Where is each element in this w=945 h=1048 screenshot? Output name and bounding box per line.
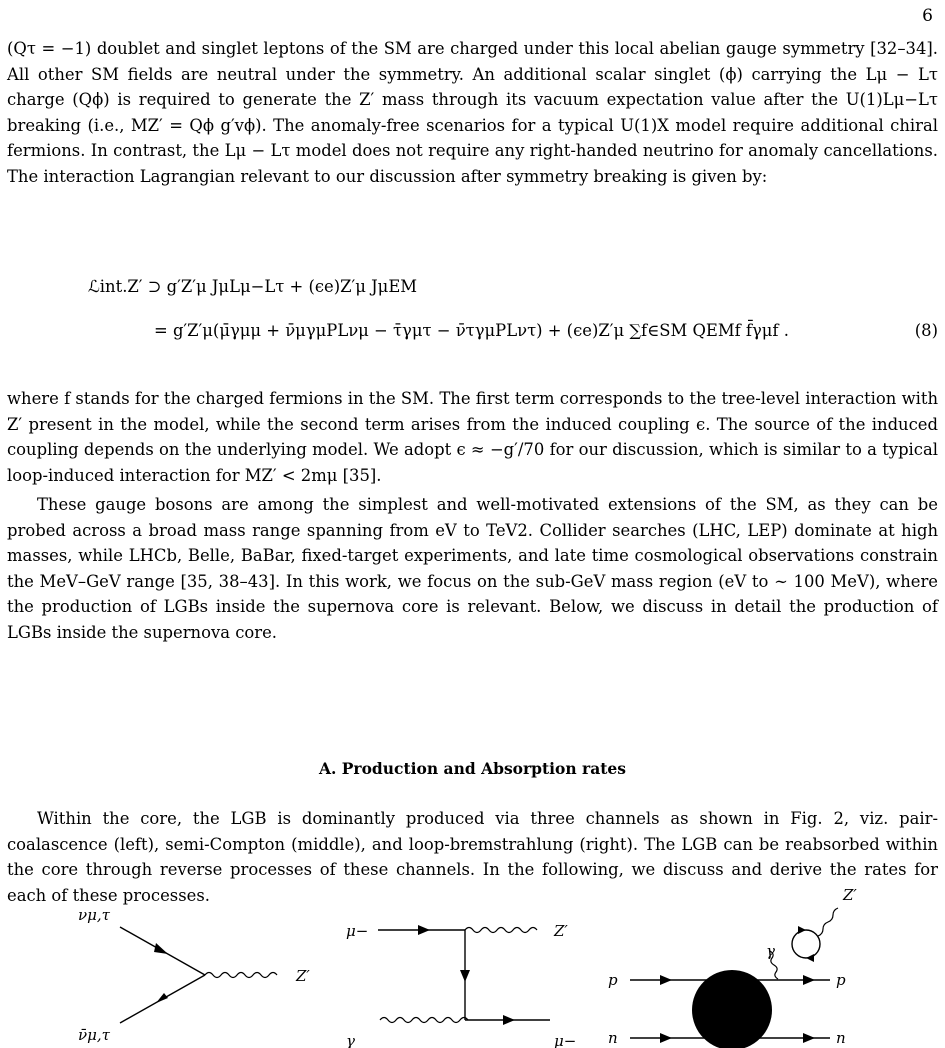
label-muon-out: μ− xyxy=(554,1032,577,1048)
label-neutron-in: n xyxy=(608,1029,618,1047)
label-proton-in: p xyxy=(608,971,618,989)
paragraph-where: where f stands for the charged fermions in the SM. The first term corresponds to the tree-level interaction with Z′ present in the model, while the second term arises from the induced coupling ϵ. The source of the induced coupling depends on the underlying model. We adopt ϵ ≈ −g′/70 for our discussion, which is similar to a typical loop-induced interaction for MZ′ < 2mμ [35]. xyxy=(7,389,938,485)
paragraph-gauge-bosons: These gauge bosons are among the simplest and well-motivated extensions of the SM, as they can be probed across a broad mass range spanning from eV to TeV2. Collider searches (LHC, LEP) dominate at high masses, while LHCb, Belle, BaBar, fixed-target experiments, and late time cosmological observations constrain the MeV–GeV range [35, 38–43]. In this work, we focus on the sub-GeV mass region (eV to ∼ 100 MeV), where the production of LGBs inside the supernova core is relevant. Below, we discuss in detail the production of LGBs inside the supernova core. xyxy=(7,495,938,642)
equation-number: (8) xyxy=(914,321,938,340)
diagram-semi-compton xyxy=(340,880,590,1048)
diagram-loop-bremsstrahlung xyxy=(600,860,940,1048)
paragraph-production: Within the core, the LGB is dominantly produced via three channels as shown in Fig. 2, viz. pair-coalascence (left), semi-Compton (middle), and loop-bremstrahlung (right). The LGB can be reabsorbed within the core through reverse processes of these channels. In the following, we discuss and derive the rates for each of these processes. xyxy=(7,809,938,905)
page-number: 6 xyxy=(922,6,933,26)
section-heading: A. Production and Absorption rates xyxy=(318,759,627,778)
label-neutrino: νμ,τ xyxy=(78,906,110,924)
label-antineutrino: ν̄μ,τ xyxy=(78,1026,110,1044)
label-zprime: Z′ xyxy=(296,967,310,985)
label-neutron-out: n xyxy=(836,1029,846,1047)
label-muon-in: μ− xyxy=(346,922,369,940)
paragraph-intro: (Qτ = −1) doublet and singlet leptons of the SM are charged under this local abelian gauge symmetry [32–34]. All other SM fields are neutral under the symmetry. An additional scalar singlet (ϕ) carrying the Lμ − Lτ charge (Qϕ) is required to generate the Z′ mass through its vacuum expectation value after the U(1)Lμ−Lτ breaking (i.e., MZ′ = Qϕ g′vϕ). The anomaly-free scenarios for a typical U(1)X model require additional chiral fermions. In contrast, the Lμ − Lτ model does not require any right-handed neutrino for anomaly cancellations. The interaction Lagrangian relevant to our discussion after symmetry breaking is given by: xyxy=(7,39,938,186)
equation-line-1: ℒint.Z′ ⊃ g′Z′μ JμLμ−Lτ + (ϵe)Z′μ JμEM xyxy=(88,277,418,296)
diagram-pair-coalescence xyxy=(60,880,330,1048)
label-zprime: Z′ xyxy=(843,886,857,904)
label-photon: γ xyxy=(766,942,775,960)
label-proton-out: p xyxy=(836,971,846,989)
label-zprime: Z′ xyxy=(554,922,568,940)
equation-line-2: = g′Z′μ(μ̄γμμ + ν̄μγμPLνμ − τ̄γμτ − ν̄τγμPLντ) + (ϵe)Z′μ ∑f∈SM QEMf f̄γμf . xyxy=(154,321,789,340)
label-photon: γ xyxy=(346,1032,355,1048)
